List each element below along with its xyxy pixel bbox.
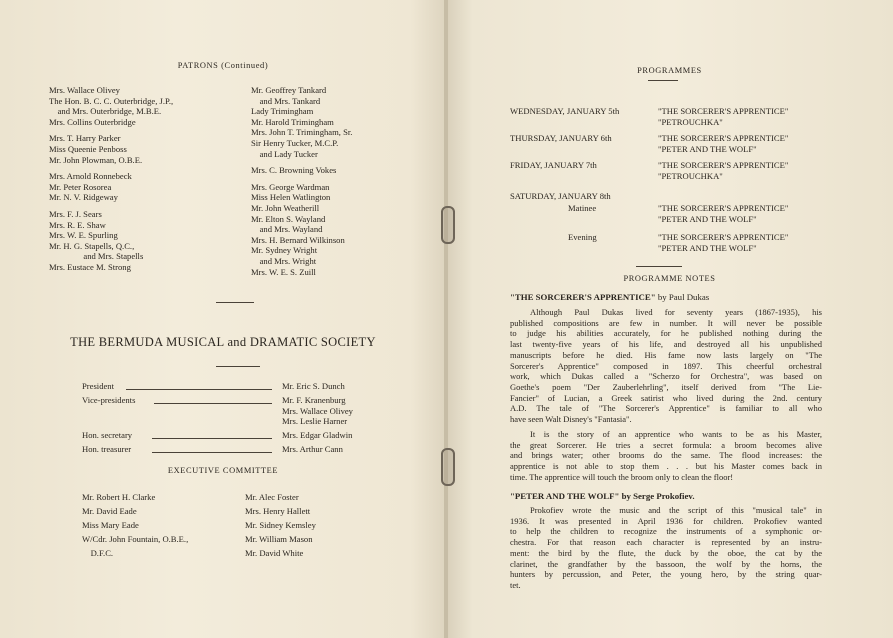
committee-member: Mr. Alec Foster [245, 492, 299, 502]
paragraph-line: Although Paul Dukas lived for seventy years (1867-1935), his [530, 307, 822, 317]
patron-name: The Hon. B. C. C. Outerbridge, J.P., [49, 95, 174, 106]
patron-name: Mrs. T. Harry Parker [49, 133, 121, 144]
committee-member: D.F.C. [82, 548, 114, 558]
officer-role: President [82, 381, 114, 391]
paragraph-line: A.D. The tale of "The Sorcerer's Apprentice" is familiar to all who [510, 403, 822, 414]
officer-name: Mr. Eric S. Dunch [282, 381, 345, 391]
sorcerer-paragraph-2 [510, 429, 822, 483]
sorcerer-paragraph-1 [510, 307, 822, 425]
patron-name: Mrs. George Wardman [251, 181, 330, 192]
patron-name: Miss Queenie Penboss [49, 143, 127, 154]
patron-name: and Mrs. Wayland [251, 224, 323, 235]
paragraph-line: work, which Dukas called a "Scherzo for Orchestra", was based on [510, 371, 822, 382]
patron-name: Mr. Peter Rosorea [49, 181, 112, 192]
schedule-work: "PETER AND THE WOLF" [658, 214, 757, 224]
patron-name: Sir Henry Tucker, M.C.P. [251, 137, 339, 148]
patrons-left-column [49, 85, 173, 273]
patron-name: Miss Helen Watlington [251, 192, 331, 203]
paragraph-line: manuscripts before he died. His fame now lasts largely on "The [510, 349, 822, 360]
committee-member: Mr. William Mason [245, 534, 313, 544]
officer-names [282, 430, 352, 441]
schedule-work: "THE SORCERER'S APPRENTICE" [658, 203, 789, 213]
officer-name: Mrs. Edgar Gladwin [282, 430, 353, 440]
divider [216, 302, 254, 303]
patron-name: Mr. H. G. Stapells, Q.C., [49, 240, 135, 251]
patron-name: Mrs. H. Bernard Wilkinson [251, 234, 345, 245]
schedule-session: Matinee [568, 203, 597, 213]
patron-name: Mr. Sydney Wright [251, 245, 318, 256]
paragraph-line: Sorcerer's Apprentice" composed in 1897. This cheerful orchestral [510, 360, 822, 371]
paragraph-line: It is the story of an apprentice who wants to be as his Master, [530, 429, 822, 439]
paragraph-line: published compositions are few in number. It will never be possible [510, 317, 822, 328]
patron-name: Mrs. Eustace M. Strong [49, 261, 131, 272]
officer-names [282, 444, 343, 455]
leader-line [152, 452, 272, 453]
patron-name: Mrs. W. E. S. Zuill [251, 266, 316, 277]
patron-name: and Mrs. Tankard [251, 95, 321, 106]
paragraph-line: and brings water; other brooms do the same. The flood increases: the [510, 450, 822, 461]
officer-names [282, 395, 353, 427]
paragraph-line: Prokofiev wrote the music and the script of this "musical tale" in [530, 505, 822, 515]
schedule-work: "PETROUCHKA" [658, 117, 723, 127]
piece-title: "THE SORCERER'S APPRENTICE" [510, 292, 656, 302]
schedule-work: "PETROUCHKA" [658, 171, 723, 181]
patron-name: and Mrs. Outerbridge, M.B.E. [49, 106, 162, 117]
paragraph-line: the great Sorcerer. He tries a secret formula: a broom becomes alive [510, 439, 822, 450]
leader-line [152, 438, 272, 439]
committee-member: Mr. Robert H. Clarke [82, 492, 156, 502]
executive-committee-title: EXECUTIVE COMMITTEE [167, 466, 279, 475]
piece-heading-sorcerer [510, 292, 709, 302]
programmes-title: PROGRAMMES [637, 66, 702, 75]
officer-names [282, 381, 345, 392]
schedule-work: "THE SORCERER'S APPRENTICE" [658, 160, 789, 170]
patron-name: Mrs. Arnold Ronnebeck [49, 171, 132, 182]
officer-name: Mrs. Wallace Olivey [282, 405, 353, 416]
schedule-work: "THE SORCERER'S APPRENTICE" [658, 133, 789, 143]
paragraph-line: clarinet, the grandfather by the bassoon, the wolf by the horns, the [510, 558, 822, 569]
officer-role: Hon. secretary [82, 430, 133, 440]
divider [648, 80, 678, 81]
committee-member: Miss Mary Eade [82, 520, 139, 530]
schedule-work: "THE SORCERER'S APPRENTICE" [658, 106, 789, 116]
schedule-day: THURSDAY, JANUARY 6th [510, 133, 612, 143]
schedule-work: "PETER AND THE WOLF" [658, 144, 757, 154]
patron-name: Mrs. R. E. Shaw [49, 219, 106, 230]
patron-name: Lady Trimingham [251, 106, 314, 117]
patron-name: Mrs. Collins Outerbridge [49, 116, 136, 127]
center-fold [444, 0, 448, 638]
programme-notes-title: PROGRAMME NOTES [623, 274, 716, 283]
paragraph-line: 1936. It was presented in April 1936 for children. Prokofiev wanted [510, 515, 822, 526]
patrons-title: PATRONS (Continued) [177, 61, 269, 70]
schedule-day: FRIDAY, JANUARY 7th [510, 160, 597, 170]
executive-left-column [82, 490, 188, 560]
patron-name: and Mrs. Stapells [49, 251, 144, 262]
patron-name: Mr. John Plowman, O.B.E. [49, 154, 143, 165]
schedule-day: WEDNESDAY, JANUARY 5th [510, 106, 620, 116]
paragraph-line: apprentice is not able to stop them . . . but his Master comes back in [510, 461, 822, 472]
patrons-right-column [251, 85, 352, 277]
patron-name: Mr. Geoffrey Tankard [251, 85, 327, 95]
piece-heading-peter [510, 491, 695, 501]
patron-name: and Mrs. Wright [251, 255, 317, 266]
committee-member: Mrs. Henry Hallett [245, 506, 311, 516]
officer-name: Mrs. Arthur Cann [282, 444, 343, 454]
patron-name: Mr. John Weatherill [251, 202, 320, 213]
officer-role: Vice-presidents [82, 395, 136, 405]
patron-name: Mrs. John T. Trimingham, Sr. [251, 127, 353, 138]
committee-member: Mr. Sidney Kemsley [245, 520, 316, 530]
paragraph-line: have seen Walt Disney's "Fantasia". [510, 414, 632, 425]
paragraph-line: Goethe's poem "Der Zauberlehrling", itself derived from "The Lie- [510, 381, 822, 392]
patron-name: Mr. Elton S. Wayland [251, 213, 326, 224]
schedule-session: Evening [568, 232, 597, 242]
peter-paragraph-1 [510, 505, 822, 591]
paragraph-line: chestra. For that reason each character is represented by an instru- [510, 537, 822, 548]
leader-line [154, 403, 272, 404]
patron-name: Mrs. F. J. Sears [49, 208, 102, 219]
schedule-work: "THE SORCERER'S APPRENTICE" [658, 232, 789, 242]
officer-name: Mr. F. Kranenburg [282, 395, 346, 405]
officer-name: Mrs. Leslie Harner [282, 416, 348, 427]
paragraph-line: last twenty-five years of his life, and destroyed all his unpublished [510, 339, 822, 350]
patron-name: and Lady Tucker [251, 148, 318, 159]
patron-name: Mrs. C. Browning Vokes [251, 165, 337, 176]
committee-member: W/Cdr. John Fountain, O.B.E., [82, 534, 189, 544]
schedule-day: SATURDAY, JANUARY 8th [510, 191, 611, 201]
schedule-work: "PETER AND THE WOLF" [658, 243, 757, 253]
divider [216, 366, 260, 367]
piece-composer: by Serge Prokofiev. [619, 491, 695, 501]
committee-member: Mr. David White [245, 548, 304, 558]
patron-name: Mr. N. V. Ridgeway [49, 192, 118, 203]
piece-composer: by Paul Dukas [655, 292, 710, 302]
committee-member: Mr. David Eade [82, 506, 137, 516]
paragraph-line: ment: the bird by the flute, the duck by the oboe, the cat by the [510, 547, 822, 558]
patron-name: Mrs. W. E. Spurling [49, 230, 118, 241]
society-title: THE BERMUDA MUSICAL and DRAMATIC SOCIETY [70, 335, 376, 349]
paragraph-line: time. The apprentice will touch the broom only to clean the floor! [510, 471, 734, 482]
paragraph-line: hunters by percussion, and Peter, the young hero, by the string quar- [510, 569, 822, 580]
patron-name: Mr. Harold Trimingham [251, 116, 334, 127]
piece-title: "PETER AND THE WOLF" [510, 491, 620, 501]
divider [636, 266, 682, 267]
leader-line [126, 389, 272, 390]
patron-name: Mrs. Wallace Olivey [49, 85, 120, 95]
paragraph-line: tet. [510, 579, 521, 590]
executive-right-column [245, 490, 316, 560]
staple-icon [441, 206, 455, 244]
paragraph-line: to judge his abilities accurately, for he published nothing during the [510, 328, 822, 339]
paragraph-line: to help the children to recognize the instruments of a symphonic or- [510, 526, 822, 537]
paragraph-line: Fancier" of Lucian, a Greek satirist who lived during the 2nd. century [510, 392, 822, 403]
officer-role: Hon. treasurer [82, 444, 132, 454]
